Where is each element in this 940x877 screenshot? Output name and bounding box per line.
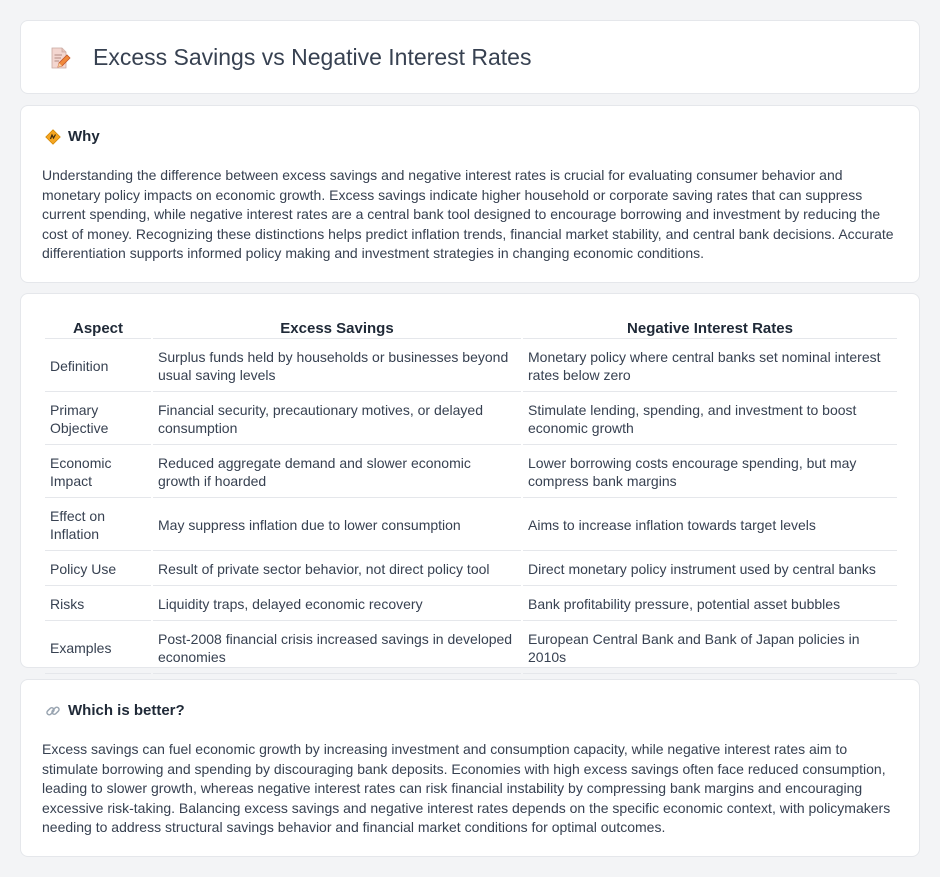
row-excess-savings: Result of private sector behavior, not direct policy tool xyxy=(153,553,521,586)
which-is-better-section xyxy=(20,679,920,857)
header-excess-savings: Excess Savings xyxy=(153,318,521,339)
row-aspect: Definition xyxy=(45,341,151,392)
diamond-sign-icon xyxy=(45,129,61,145)
table-row xyxy=(45,394,897,445)
row-negative-interest-rates: Aims to increase inflation towards target levels xyxy=(523,500,897,551)
row-aspect: Primary Objective xyxy=(45,394,151,445)
row-aspect: Risks xyxy=(45,588,151,621)
header-aspect: Aspect xyxy=(45,318,151,339)
row-aspect: Effect on Inflation xyxy=(45,500,151,551)
link-icon xyxy=(45,703,61,719)
header-card xyxy=(20,20,920,94)
row-negative-interest-rates: Bank profitability pressure, potential asset bubbles xyxy=(523,588,897,621)
row-excess-savings: Reduced aggregate demand and slower economic growth if hoarded xyxy=(153,447,521,498)
header-negative-interest-rates: Negative Interest Rates xyxy=(523,318,897,339)
table-row xyxy=(45,553,897,586)
row-aspect: Economic Impact xyxy=(45,447,151,498)
row-negative-interest-rates: Direct monetary policy instrument used by central banks xyxy=(523,553,897,586)
row-excess-savings: May suppress inflation due to lower consumption xyxy=(153,500,521,551)
row-aspect: Policy Use xyxy=(45,553,151,586)
row-negative-interest-rates: Stimulate lending, spending, and investment to boost economic growth xyxy=(523,394,897,445)
better-title: Which is better? xyxy=(68,702,185,719)
comparison-table xyxy=(43,316,899,676)
why-title: Why xyxy=(68,128,100,145)
comparison-section xyxy=(20,293,920,668)
table-header-row xyxy=(45,318,897,339)
row-negative-interest-rates: Monetary policy where central banks set nominal interest rates below zero xyxy=(523,341,897,392)
row-excess-savings: Liquidity traps, delayed economic recovery xyxy=(153,588,521,621)
table-row xyxy=(45,623,897,674)
row-negative-interest-rates: Lower borrowing costs encourage spending, but may compress bank margins xyxy=(523,447,897,498)
edit-document-icon xyxy=(47,46,71,70)
why-heading xyxy=(45,128,100,145)
better-heading xyxy=(45,702,185,719)
why-section xyxy=(20,105,920,283)
table-row xyxy=(45,447,897,498)
table-row xyxy=(45,500,897,551)
row-excess-savings: Post-2008 financial crisis increased savings in developed economies xyxy=(153,623,521,674)
row-negative-interest-rates: European Central Bank and Bank of Japan policies in 2010s xyxy=(523,623,897,674)
row-aspect: Examples xyxy=(45,623,151,674)
title-row xyxy=(47,44,531,71)
better-body: Excess savings can fuel economic growth by increasing investment and consumption capacity, while negative interest rates aim to stimulate borrowing and spending by discouraging bank deposits. Economies with high excess savings often face reduced consumption, leading to slower growth, whereas negative interest rates can risk financial instability by compressing bank margins and encouraging excessive risk-taking. Balancing excess savings and negative interest rates depends on the specific economic context, with policymakers needing to address structural savings behavior and financial market conditions for optimal outcomes. xyxy=(42,741,891,835)
page-title: Excess Savings vs Negative Interest Rates xyxy=(93,44,532,70)
row-excess-savings: Surplus funds held by households or businesses beyond usual saving levels xyxy=(153,341,521,392)
row-excess-savings: Financial security, precautionary motives, or delayed consumption xyxy=(153,394,521,445)
table-row xyxy=(45,588,897,621)
table-row xyxy=(45,341,897,392)
why-body: Understanding the difference between excess savings and negative interest rates is crucial for evaluating consumer behavior and monetary policy impacts on economic growth. Excess savings indicate higher household or corporate saving rates that can suppress current spending, while negative interest rates are a central bank tool designed to encourage borrowing and investment by reducing the cost of money. Recognizing these distinctions helps predict inflation trends, financial market stability, and central bank decisions. Accurate differentiation supports informed policy making and investment strategies in changing economic conditions. xyxy=(42,167,894,261)
